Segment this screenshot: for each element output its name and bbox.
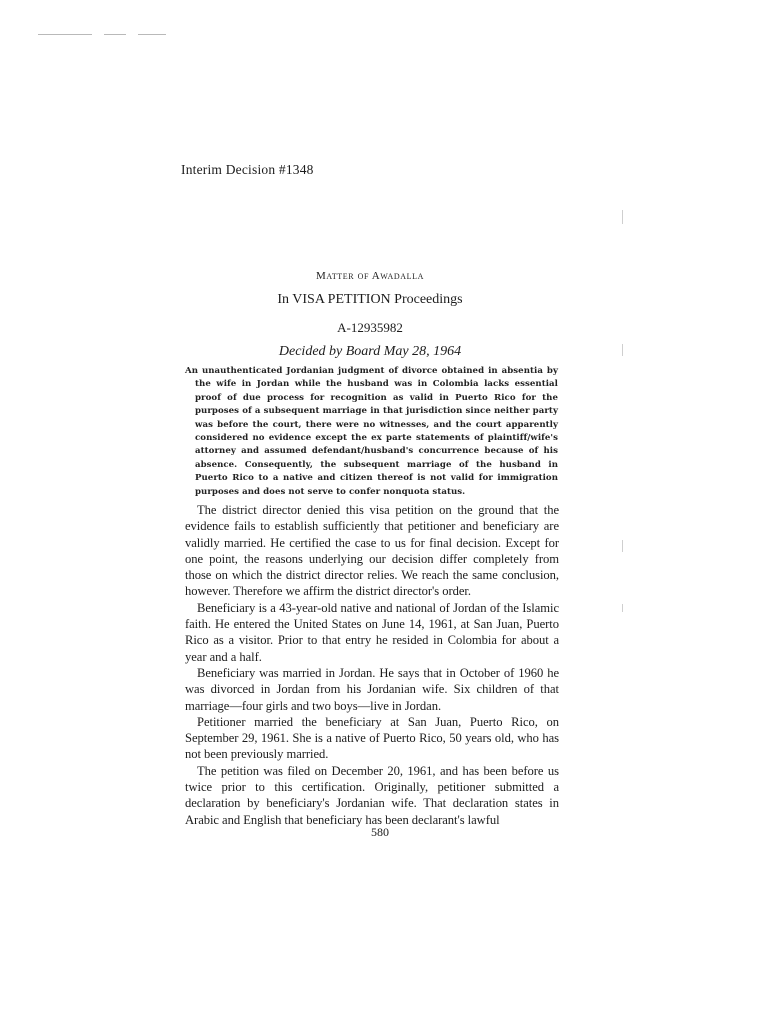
page-number: 580	[371, 825, 389, 839]
opinion-paragraph: Beneficiary is a 43-year-old native and national of Jordan of the Islamic faith. He entered the United States on June 14, 1961, at San Juan, Puerto Rico as a visitor. Prior to that entry he resided in Colombia for about a year and a half.	[185, 600, 559, 664]
scan-artifact-edge	[622, 604, 623, 612]
scan-artifact-edge	[622, 344, 623, 356]
decision-date: Decided by Board May 28, 1964	[278, 344, 462, 359]
opinion-body	[185, 502, 559, 828]
opinion-paragraph: The district director denied this visa petition on the ground that the evidence fails to establish sufficiently that petitioner and beneficiary are validly married. He certified the case to us for final decision. Except for one point, the reasons underlying our decision differ completely from those on which the district director relies. We reach the same conclusion, however. Therefore we affirm the district director's order.	[185, 503, 559, 599]
scan-artifact-line	[138, 34, 166, 35]
syllabus-headnote: An unauthenticated Jordanian judgment of divorce obtained in absentia by the wife in Jordan while the husband was in Colombia lacks essential proof of due process for recognition as valid in Puerto Rico for the purposes of a subsequent marriage in that jurisdiction since neither party was before the court, there were no witnesses, and the court apparently considered no evidence except the ex parte statements of plaintiff/wife's attorney and assumed defendant/husband's concurrence because of his absence. Consequently, the subsequent marriage of the husband in Puerto Rico to a native and citizen thereof is not valid for immigration purposes and does not serve to confer nonquota status.	[185, 366, 558, 497]
scan-artifact-edge	[622, 540, 623, 552]
matter-title: Matter of Awadalla	[315, 270, 425, 282]
scan-artifact-edge	[622, 210, 623, 224]
opinion-paragraph: The petition was filed on December 20, 1961, and has been before us twice prior to this certification. Originally, petitioner submitted a declaration by beneficiary's Jordanian wife. That declaration states in Arabic and English that beneficiary has been declarant's lawful	[185, 763, 559, 827]
scan-artifact-line	[104, 34, 126, 35]
opinion-paragraph: Beneficiary was married in Jordan. He says that in October of 1960 he was divorced in Jordan from his Jordanian wife. Six children of that marriage—four girls and two boys—live in Jordan.	[185, 665, 559, 713]
interim-decision-header: Interim Decision #1348	[181, 162, 314, 177]
proceeding-title: In VISA PETITION Proceedings	[277, 292, 463, 307]
opinion-paragraph: Petitioner married the beneficiary at San Juan, Puerto Rico, on September 29, 1961. She is a native of Puerto Rico, 50 years old, who has not been previously married.	[185, 714, 559, 762]
file-number: A-12935982	[337, 320, 403, 335]
scan-artifact-line	[38, 34, 92, 35]
